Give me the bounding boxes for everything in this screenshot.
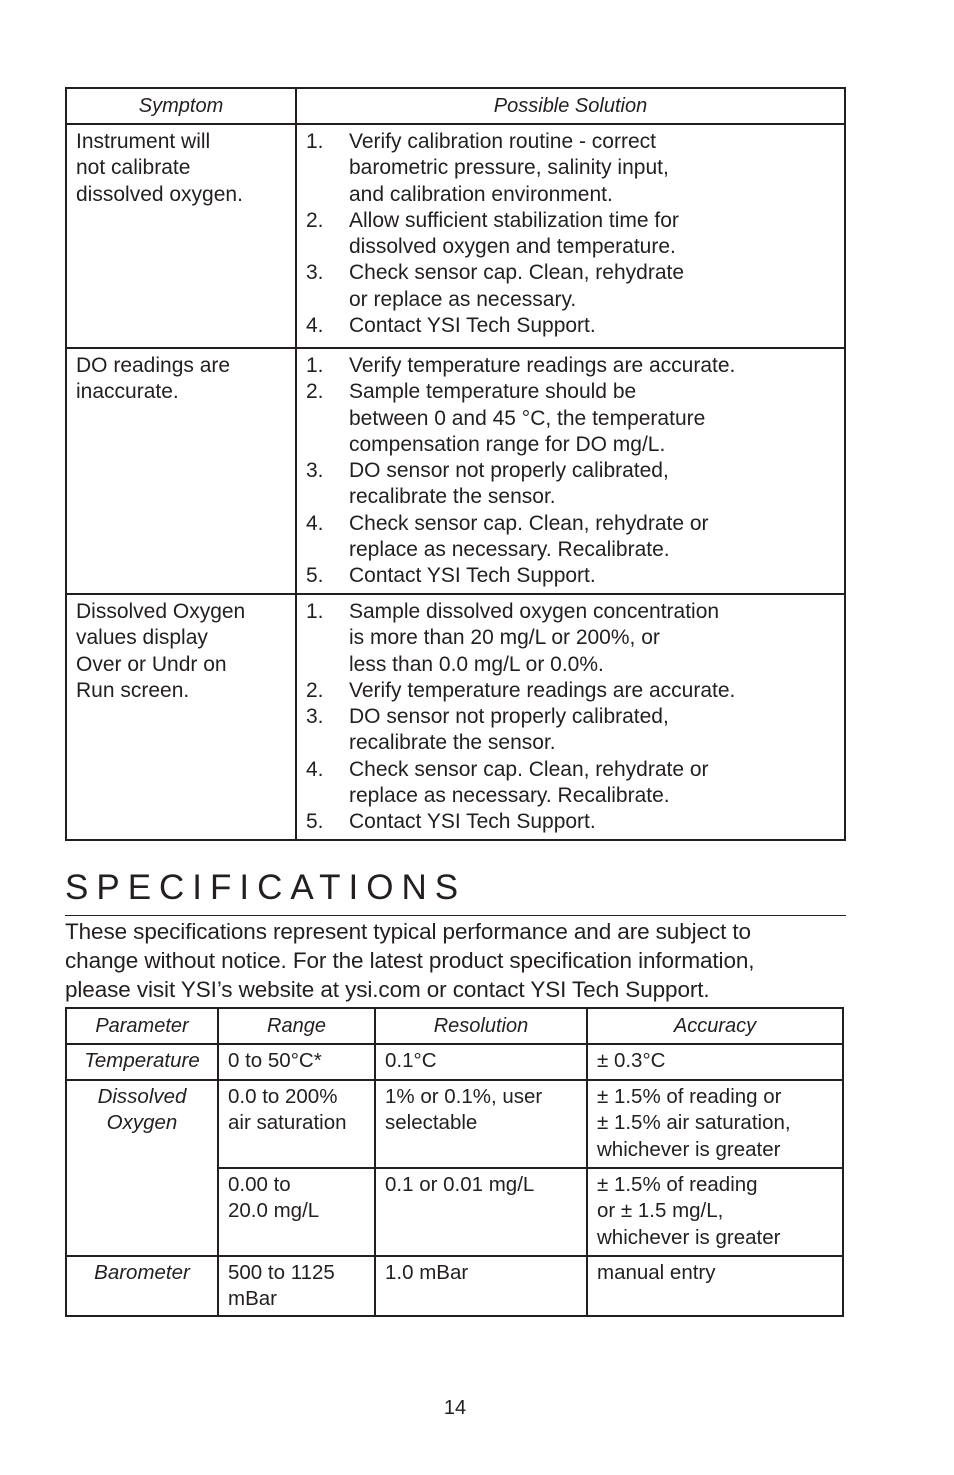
- solution-step: [306, 678, 835, 704]
- cell-line: Temperature: [84, 1049, 200, 1072]
- step-line: Check sensor cap. Clean, rehydrate or: [349, 511, 709, 535]
- symptom-line: values display: [76, 626, 208, 650]
- section-divider: [65, 915, 846, 916]
- range-header: Range: [218, 1008, 375, 1044]
- step-line: less than 0.0 mg/L or 0.0%.: [349, 652, 604, 676]
- step-line: DO sensor not properly calibrated,: [349, 705, 669, 729]
- cell-line: ± 1.5% of reading or: [597, 1085, 782, 1108]
- table-header-row: [66, 88, 845, 124]
- solution-step: [306, 599, 835, 678]
- range-cell: [218, 1044, 375, 1080]
- step-line: dissolved oxygen and temperature.: [349, 235, 676, 259]
- accuracy-cell: [587, 1080, 843, 1168]
- table-row: [66, 594, 845, 840]
- intro-line: please visit YSI’s website at ysi.com or contact YSI Tech Support.: [65, 977, 710, 1002]
- cell-line: 1% or 0.1%, user: [385, 1085, 543, 1108]
- cell-line: air saturation: [228, 1111, 347, 1135]
- step-line: recalibrate the sensor.: [349, 485, 556, 509]
- step-number: 2.: [306, 208, 324, 232]
- step-line: Verify temperature readings are accurate.: [349, 354, 736, 377]
- solution-header: Possible Solution: [296, 88, 845, 124]
- parameter-header: Parameter: [66, 1008, 218, 1044]
- specifications-title: SPECIFICATIONS: [65, 868, 467, 907]
- step-line: replace as necessary. Recalibrate.: [349, 538, 670, 562]
- table-header-row: [66, 1008, 843, 1044]
- symptom-cell: [66, 124, 296, 348]
- step-line: Contact YSI Tech Support.: [349, 314, 596, 338]
- parameter-cell: [66, 1080, 218, 1256]
- table-row: [66, 1256, 843, 1316]
- cell-line: whichever is greater: [597, 1137, 781, 1161]
- step-line: replace as necessary. Recalibrate.: [349, 784, 670, 808]
- cell-line: 0.1 or 0.01 mg/L: [385, 1173, 535, 1196]
- cell-line: ± 1.5% air saturation,: [597, 1111, 791, 1135]
- symptom-line: Instrument will: [76, 130, 211, 153]
- step-number: 1.: [306, 354, 324, 377]
- solution-cell: [296, 124, 845, 348]
- step-line: Verify temperature readings are accurate.: [349, 678, 736, 702]
- step-number: 2.: [306, 380, 324, 404]
- solution-cell: [296, 594, 845, 840]
- cell-line: whichever is greater: [597, 1225, 781, 1249]
- cell-line: selectable: [385, 1111, 478, 1135]
- step-number: 3.: [306, 459, 324, 483]
- step-number: 5.: [306, 810, 324, 834]
- range-cell: [218, 1080, 375, 1168]
- cell-line: Barometer: [94, 1261, 190, 1284]
- cell-line: manual entry: [597, 1261, 716, 1284]
- range-cell: [218, 1256, 375, 1316]
- cell-line: ± 1.5% of reading: [597, 1173, 758, 1196]
- solution-step: [306, 208, 835, 261]
- symptom-line: Run screen.: [76, 678, 190, 702]
- step-number: 4.: [306, 314, 324, 338]
- symptom-line: DO readings are: [76, 354, 231, 377]
- solution-step: [306, 379, 835, 458]
- symptom-line: Over or Undr on: [76, 652, 227, 676]
- cell-line: 20.0 mg/L: [228, 1199, 320, 1223]
- resolution-cell: [375, 1256, 587, 1316]
- accuracy-cell: [587, 1044, 843, 1080]
- page-number: 14: [443, 1397, 467, 1419]
- step-line: Sample temperature should be: [349, 380, 637, 404]
- cell-line: or ± 1.5 mg/L,: [597, 1199, 724, 1223]
- specifications-intro: [65, 917, 855, 1004]
- accuracy-cell: [587, 1168, 843, 1256]
- step-line: DO sensor not properly calibrated,: [349, 459, 669, 483]
- step-number: 3.: [306, 261, 324, 285]
- resolution-cell: [375, 1168, 587, 1256]
- symptom-cell: [66, 348, 296, 594]
- symptom-line: inaccurate.: [76, 380, 179, 404]
- step-line: recalibrate the sensor.: [349, 731, 556, 755]
- resolution-cell: [375, 1044, 587, 1080]
- cell-line: 500 to 1125: [228, 1261, 335, 1284]
- step-number: 3.: [306, 705, 324, 729]
- cell-line: Dissolved: [97, 1085, 187, 1108]
- cell-line: ± 0.3°C: [597, 1049, 666, 1072]
- step-line: is more than 20 mg/L or 200%, or: [349, 626, 660, 650]
- solution-step: [306, 260, 835, 313]
- step-line: barometric pressure, salinity input,: [349, 156, 669, 180]
- cell-line: 1.0 mBar: [385, 1261, 469, 1284]
- solution-step: [306, 809, 835, 835]
- cell-line: 0 to 50°C*: [228, 1049, 322, 1072]
- accuracy-header: Accuracy: [587, 1008, 843, 1044]
- range-cell: [218, 1168, 375, 1256]
- specifications-table: [65, 1007, 844, 1317]
- step-number: 4.: [306, 511, 324, 535]
- cell-line: Oxygen: [106, 1111, 178, 1135]
- step-number: 4.: [306, 757, 324, 781]
- step-line: and calibration environment.: [349, 182, 613, 206]
- step-line: or replace as necessary.: [349, 287, 577, 311]
- cell-line: 0.0 to 200%: [228, 1085, 338, 1108]
- symptom-line: not calibrate: [76, 156, 191, 180]
- step-line: Check sensor cap. Clean, rehydrate: [349, 261, 685, 285]
- parameter-cell: [66, 1044, 218, 1080]
- step-number: 1.: [306, 600, 324, 623]
- step-line: Contact YSI Tech Support.: [349, 810, 596, 834]
- solution-step: [306, 704, 835, 757]
- resolution-cell: [375, 1080, 587, 1168]
- symptom-line: Dissolved Oxygen: [76, 600, 246, 623]
- parameter-cell: [66, 1256, 218, 1316]
- step-line: Allow sufficient stabilization time for: [349, 208, 679, 232]
- accuracy-cell: [587, 1256, 843, 1316]
- troubleshooting-table: [65, 87, 846, 841]
- cell-line: mBar: [228, 1287, 277, 1311]
- step-line: Sample dissolved oxygen concentration: [349, 600, 720, 623]
- solution-step: [306, 353, 835, 379]
- step-line: between 0 and 45 °C, the temperature: [349, 406, 706, 430]
- step-number: 1.: [306, 130, 324, 153]
- table-row: [66, 348, 845, 594]
- solution-cell: [296, 348, 845, 594]
- symptom-header: Symptom: [66, 88, 296, 124]
- solution-step: [306, 313, 835, 339]
- table-row: [66, 1044, 843, 1080]
- step-number: 2.: [306, 678, 324, 702]
- intro-line: change without notice. For the latest product specification information,: [65, 948, 755, 973]
- solution-step: [306, 563, 835, 589]
- symptom-cell: [66, 594, 296, 840]
- step-line: Verify calibration routine - correct: [349, 130, 656, 153]
- symptom-line: dissolved oxygen.: [76, 182, 243, 206]
- step-line: compensation range for DO mg/L.: [349, 432, 666, 456]
- step-number: 5.: [306, 564, 324, 588]
- step-line: Check sensor cap. Clean, rehydrate or: [349, 757, 709, 781]
- cell-line: 0.1°C: [385, 1049, 437, 1072]
- step-line: Contact YSI Tech Support.: [349, 564, 596, 588]
- cell-line: 0.00 to: [228, 1173, 291, 1196]
- solution-step: [306, 511, 835, 564]
- resolution-header: Resolution: [375, 1008, 587, 1044]
- intro-line: These specifications represent typical performance and are subject to: [65, 919, 751, 944]
- solution-step: [306, 458, 835, 511]
- solution-step: [306, 757, 835, 810]
- table-row: [66, 124, 845, 348]
- solution-step: [306, 129, 835, 208]
- table-row: [66, 1080, 843, 1168]
